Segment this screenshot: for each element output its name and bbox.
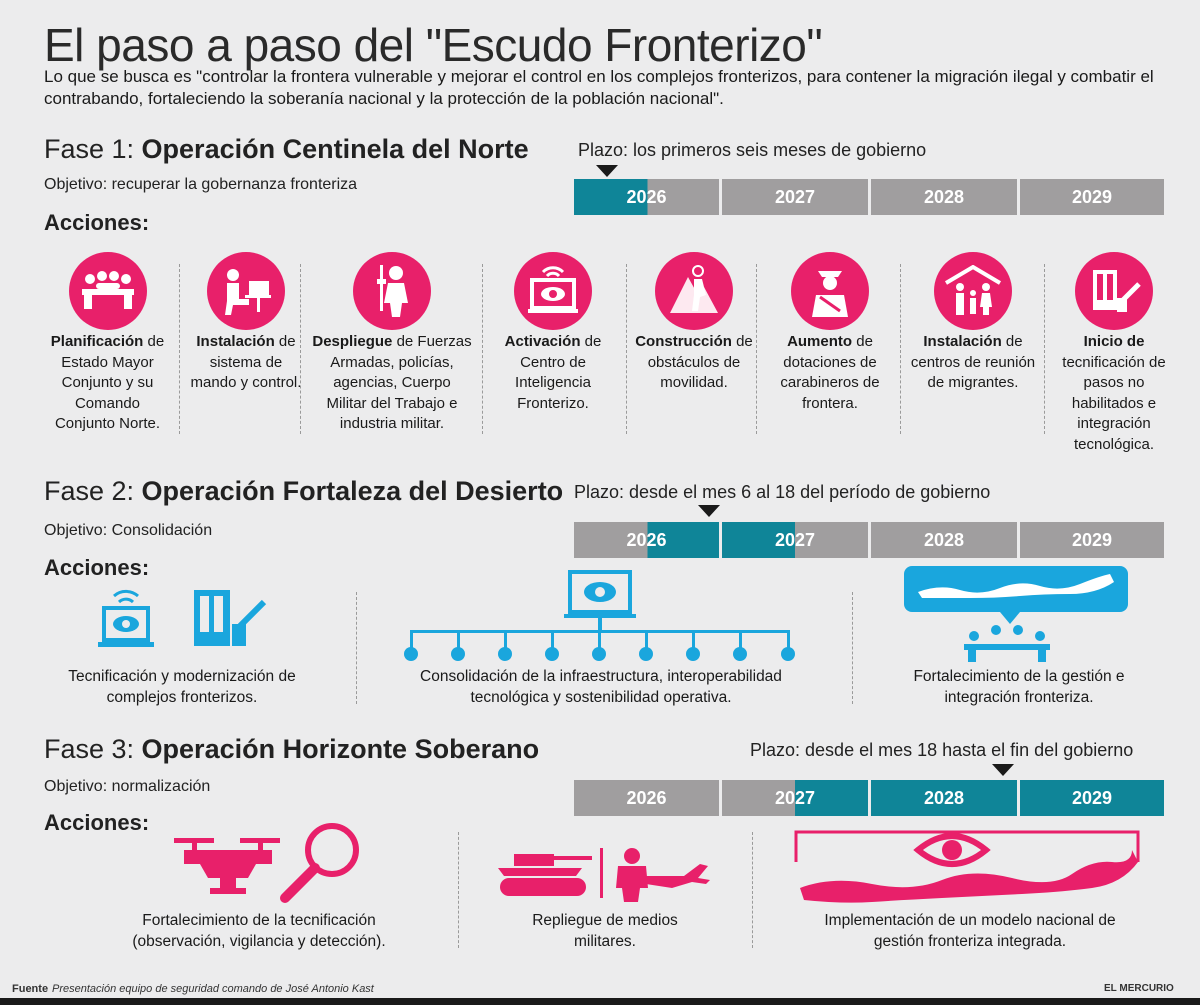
phase2-action-text: Tecnificación y modernización de complejos fronterizos.	[68, 668, 296, 706]
phase1-action-text: Inicio de tecnificación de pasos no habilitados e integración tecnológica.	[1062, 333, 1166, 453]
phase3-action-text: Repliegue de medios militares.	[532, 912, 678, 950]
phase2-title: Fase 2: Operación Fortaleza del Desierto	[44, 476, 564, 506]
column-divider	[852, 592, 853, 704]
phase2-timeline	[574, 522, 1164, 558]
phase2-objective: Objetivo: Consolidación	[44, 522, 213, 539]
timeline-year: 2027	[722, 179, 868, 215]
phase1-action-text: Construcción de obstáculos de movilidad.	[635, 333, 753, 391]
phase1-action	[488, 252, 618, 414]
person-at-computer-icon	[207, 252, 285, 330]
phase1-acciones-label: Acciones:	[44, 210, 150, 235]
phase1-action	[768, 252, 892, 414]
phase3-plazo: Plazo: desde el mes 18 hasta el fin del gobierno	[750, 740, 1134, 760]
phase3-title: Fase 3: Operación Horizonte Soberano	[44, 734, 540, 764]
column-divider	[900, 264, 901, 434]
phase3-action-text: Fortalecimiento de la tecnificación (observación, vigilancia y detección).	[132, 912, 386, 950]
phase1-objective: Objetivo: recuperar la gobernanza fronteriza	[44, 176, 358, 193]
police-officer-icon	[791, 252, 869, 330]
phase3-timeline	[574, 780, 1164, 816]
intro-text: Lo que se busca es "controlar la frontera vulnerable y mejorar el control en los complejos fronterizos, para contener la migración ilegal y combatir el contrabando, fortaleciendo la soberanía nacional y la protección de la población nacional".	[44, 67, 1154, 108]
phase3-acciones-label: Acciones:	[44, 810, 150, 835]
hiker-mountain-icon	[655, 252, 733, 330]
drone-magnifier-icon	[170, 820, 370, 906]
phase2-timeline-marker	[698, 505, 720, 517]
military-assets-icon	[494, 844, 714, 904]
phase2-action-text: Consolidación de la infraestructura, interoperabilidad tecnológica y sostenibilidad operativa.	[420, 668, 782, 706]
phase1-actions	[44, 252, 1174, 462]
eye-map-icon	[792, 822, 1142, 908]
timeline-year: 2028	[871, 780, 1017, 816]
phase1-timeline-marker	[596, 165, 618, 177]
column-divider	[458, 832, 459, 948]
phase1-action-text: Instalación de sistema de mando y control.	[190, 333, 302, 391]
column-divider	[179, 264, 180, 434]
timeline-year: 2028	[871, 522, 1017, 558]
page-title: El paso a paso del "Escudo Fronterizo"	[44, 19, 823, 71]
timeline-year: 2026	[574, 780, 719, 816]
phase1-title: Fase 1: Operación Centinela del Norte	[44, 134, 529, 164]
phase1-action-text: Despliegue de Fuerzas Armadas, policías, agencias, Cuerpo Militar del Trabajo e industria militar.	[312, 333, 472, 432]
column-divider	[752, 832, 753, 948]
bottom-bar	[0, 998, 1200, 1005]
phase1-plazo: Plazo: los primeros seis meses de gobierno	[578, 140, 927, 160]
phase1-action	[910, 252, 1036, 394]
phase3-objective: Objetivo: normalización	[44, 778, 211, 795]
phase1-action-text: Aumento de dotaciones de carabineros de frontera.	[780, 333, 880, 412]
timeline-year: 2028	[871, 179, 1017, 215]
column-divider	[300, 264, 301, 434]
footer-source-text: Presentación equipo de seguridad comando de José Antonio Kast	[52, 983, 374, 995]
phase1-action-text: Activación de Centro de Inteligencia Fronterizo.	[504, 333, 602, 412]
timeline-year: 2029	[1020, 522, 1164, 558]
phase3-timeline-marker	[992, 764, 1014, 776]
armed-soldier-icon	[353, 252, 431, 330]
phase1-action	[312, 252, 472, 435]
family-shelter-icon	[934, 252, 1012, 330]
map-meeting-icon	[900, 564, 1142, 664]
footer-brand: EL MERCURIO	[1104, 983, 1174, 994]
column-divider	[482, 264, 483, 434]
timeline-year: 2026	[574, 179, 719, 215]
phase2-action-text: Fortalecimiento de la gestión e integración fronteriza.	[913, 668, 1125, 706]
footer-source-label: Fuente	[12, 983, 49, 995]
timeline-year: 2029	[1020, 179, 1164, 215]
column-divider	[1044, 264, 1045, 434]
timeline-year: 2027	[722, 780, 868, 816]
tech-border-complex-icon	[90, 586, 270, 650]
phase3-action-text: Implementación de un modelo nacional de gestión fronteriza integrada.	[824, 912, 1116, 950]
phase1-action-text: Instalación de centros de reunión de migrantes.	[910, 333, 1036, 391]
column-divider	[356, 592, 357, 704]
phase1-action	[632, 252, 756, 394]
phase1-timeline	[574, 179, 1164, 215]
phase2-plazo: Plazo: desde el mes 6 al 18 del período de gobierno	[574, 482, 991, 502]
phase1-action	[187, 252, 305, 394]
phase2-acciones-label: Acciones:	[44, 555, 150, 580]
surveillance-screen-icon	[514, 252, 592, 330]
phase1-action	[44, 252, 171, 435]
phase1-action	[1054, 252, 1174, 455]
phase1-action-text: Planificación de Estado Mayor Conjunto y su Comando Conjunto Norte.	[50, 333, 165, 432]
meeting-table-icon	[69, 252, 147, 330]
column-divider	[626, 264, 627, 434]
timeline-year: 2027	[722, 522, 868, 558]
timeline-year: 2026	[574, 522, 719, 558]
network-monitor-icon	[400, 568, 800, 664]
timeline-year: 2029	[1020, 780, 1164, 816]
column-divider	[756, 264, 757, 434]
border-barrier-icon	[1075, 252, 1153, 330]
